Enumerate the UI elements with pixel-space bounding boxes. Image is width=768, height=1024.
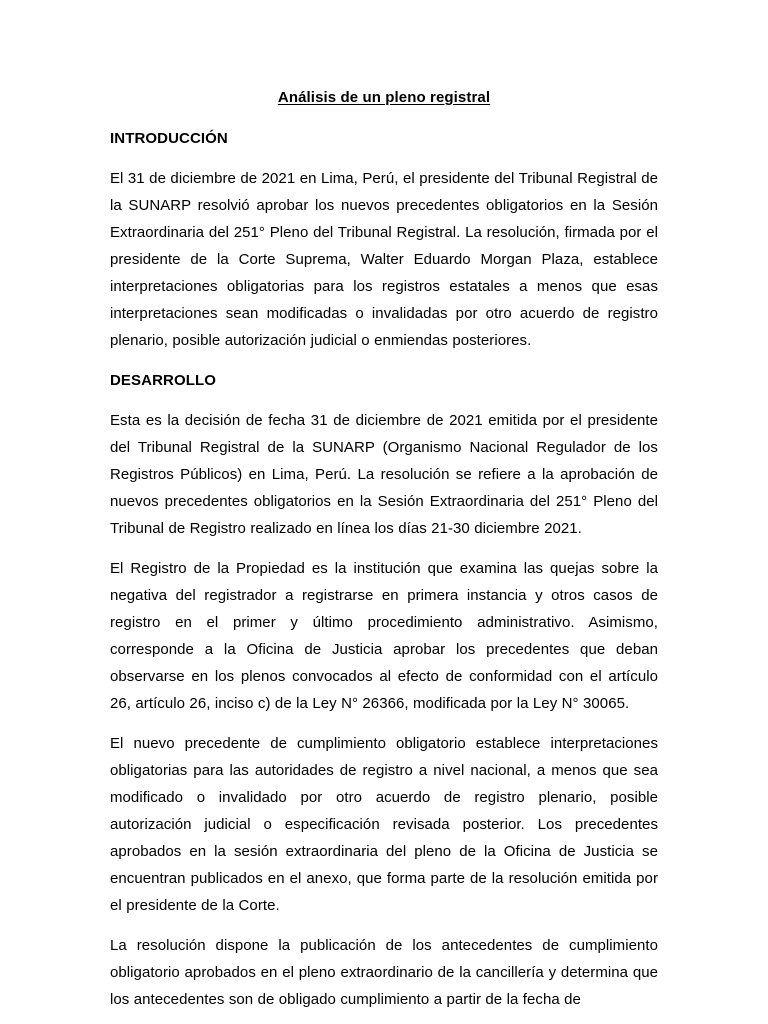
paragraph-desarrollo-4: La resolución dispone la publicación de los antecedentes de cumplimiento obligatorio aprobados en el pleno extraordinario de la cancillería y determina que los antecedentes son de obligado cumplimiento a partir de la fecha de — [110, 937, 658, 1008]
document-content — [110, 84, 658, 1013]
section-heading-desarrollo: DESARROLLO — [110, 372, 216, 389]
paragraph-introduccion-1: El 31 de diciembre de 2021 en Lima, Perú, el presidente del Tribunal Registral de la SUNARP resolvió aprobar los nuevos precedentes obligatorios en la Sesión Extraordinaria del 251° Pleno del Tribunal Registral. La resolución, firmada por el presidente de la Corte Suprema, Walter Eduardo Morgan Plaza, establece interpretaciones obligatorias para los registros estatales a menos que esas interpretaciones sean modificadas o invalidadas por otro acuerdo de registro plenario, posible autorización judicial o enmiendas posteriores. — [110, 170, 658, 349]
paragraph-desarrollo-2: El Registro de la Propiedad es la institución que examina las quejas sobre la negativa del registrador a registrarse en primera instancia y otros casos de registro en el primer y último procedimiento administrativo. Asimismo, corresponde a la Oficina de Justicia aprobar los precedentes que deban observarse en los plenos convocados al efecto de conformidad con el artículo 26, artículo 26, inciso c) de la Ley N° 26366, modificada por la Ley N° 30065. — [110, 560, 658, 712]
paragraph-desarrollo-3: El nuevo precedente de cumplimiento obligatorio establece interpretaciones obligatorias para las autoridades de registro a nivel nacional, a menos que sea modificado o invalidado por otro acuerdo de registro plenario, posible autorización judicial o especificación revisada posterior. Los precedentes aprobados en la sesión extraordinaria del pleno de la Oficina de Justicia se encuentran publicados en el anexo, que forma parte de la resolución emitida por el presidente de la Corte. — [110, 735, 658, 914]
page-title: Análisis de un pleno registral — [277, 89, 491, 106]
paragraph-desarrollo-1: Esta es la decisión de fecha 31 de diciembre de 2021 emitida por el presidente del Tribunal Registral de la SUNARP (Organismo Nacional Regulador de los Registros Públicos) en Lima, Perú. La resolución se refiere a la aprobación de nuevos precedentes obligatorios en la Sesión Extraordinaria del 251° Pleno del Tribunal de Registro realizado en línea los días 21-30 diciembre 2021. — [110, 412, 658, 537]
section-heading-introduccion: INTRODUCCIÓN — [110, 130, 228, 147]
